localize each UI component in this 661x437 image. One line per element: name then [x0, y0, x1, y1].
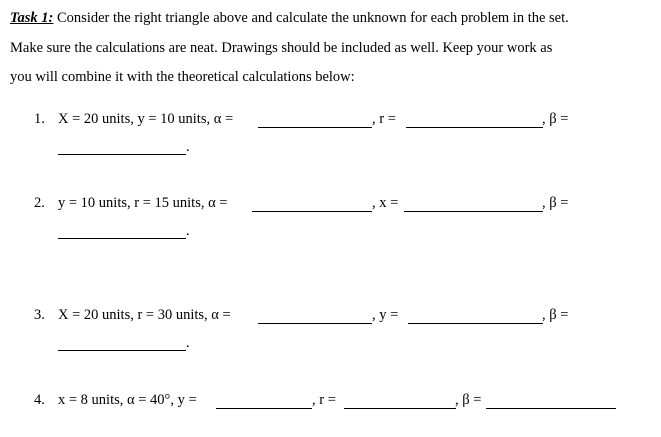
task-intro-line-2: Make sure the calculations are neat. Drawings should be included as well. Keep your work as [10, 40, 553, 56]
problem-2-x-blank[interactable] [404, 211, 543, 212]
problem-3-alpha-blank[interactable] [258, 323, 372, 324]
problem-2-period: . [186, 223, 190, 239]
problem-4-mid-label: , r = [312, 392, 336, 408]
task-intro-text-1: Consider the right triangle above and calculate the unknown for each problem in the set. [53, 10, 569, 26]
problem-4-beta-blank[interactable] [486, 408, 616, 409]
problem-3-number: 3. [34, 307, 45, 323]
problem-3-given: X = 20 units, r = 30 units, α = [58, 307, 231, 323]
problem-2-end-label: , β = [542, 195, 569, 211]
problem-1-beta-blank[interactable] [58, 154, 186, 155]
problem-1-period: . [186, 139, 190, 155]
problem-1-end-label: , β = [542, 111, 569, 127]
problem-4-given: x = 8 units, α = 40°, y = [58, 392, 197, 408]
problem-2-given: y = 10 units, r = 15 units, α = [58, 195, 228, 211]
problem-4-r-blank[interactable] [344, 408, 456, 409]
problem-3-period: . [186, 335, 190, 351]
problem-3-beta-blank[interactable] [58, 350, 186, 351]
problem-3-end-label: , β = [542, 307, 569, 323]
problem-2-beta-blank[interactable] [58, 238, 186, 239]
task-intro-line-1 [10, 10, 569, 27]
problem-1-alpha-blank[interactable] [258, 127, 372, 128]
problem-2-mid-label: , x = [372, 195, 399, 211]
task-label: Task 1: [10, 10, 54, 26]
problem-3-y-blank[interactable] [408, 323, 543, 324]
problem-4-end-label: , β = [455, 392, 482, 408]
problem-4-y-blank[interactable] [216, 408, 312, 409]
problem-1-r-blank[interactable] [406, 127, 543, 128]
problem-3-mid-label: , y = [372, 307, 399, 323]
task-intro-line-3: you will combine it with the theoretical calculations below: [10, 69, 355, 85]
problem-4-number: 4. [34, 392, 45, 408]
problem-1-number: 1. [34, 111, 45, 127]
problem-2-alpha-blank[interactable] [252, 211, 372, 212]
problem-1-given: X = 20 units, y = 10 units, α = [58, 111, 234, 127]
problem-1-mid-label: , r = [372, 111, 396, 127]
problem-2-number: 2. [34, 195, 45, 211]
